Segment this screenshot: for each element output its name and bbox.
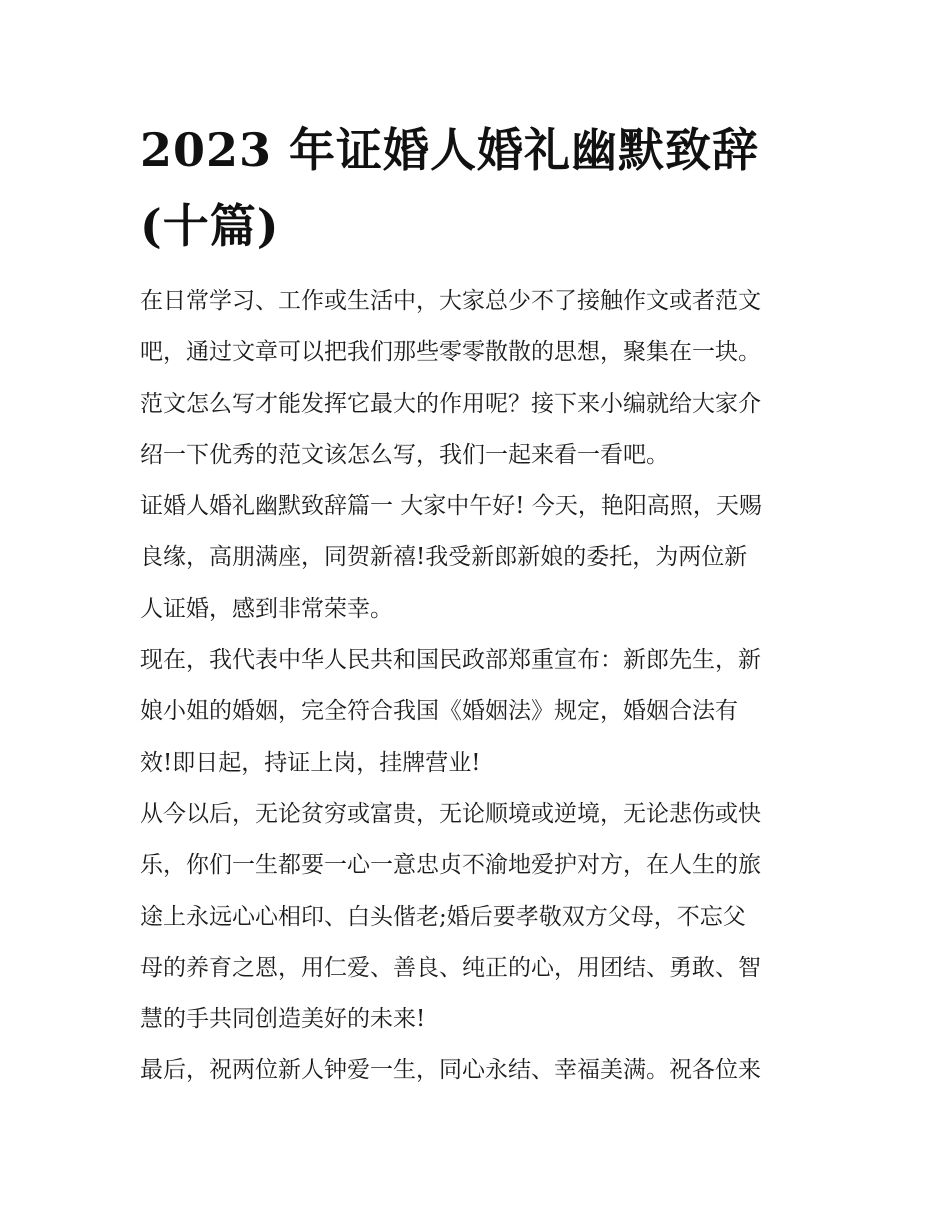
body-line: 在日常学习、工作或生活中，大家总少不了接触作文或者范文	[140, 288, 761, 314]
body-line: 最后，祝两位新人钟爱一生，同心永结、幸福美满。祝各位来	[140, 1057, 761, 1084]
body-line: 良缘，高朋满座，同贺新禧!我受新郎新娘的委托，为两位新	[140, 544, 748, 571]
body-line: 人证婚，感到非常荣幸。	[140, 595, 393, 622]
body-line: 从今以后，无论贫穷或富贵，无论顺境或逆境，无论悲伤或快	[140, 800, 761, 827]
body-line: 绍一下优秀的范文该怎么写，我们一起来看一看吧。	[140, 441, 669, 468]
title-line: (十篇)	[140, 199, 280, 253]
document-body	[140, 276, 820, 1097]
body-line: 乐，你们一生都要一心一意忠贞不渝地爱护对方，在人生的旅	[140, 852, 761, 879]
body-line: 吧，通过文章可以把我们那些零零散散的思想，聚集在一块。	[140, 339, 761, 366]
document-title	[140, 112, 820, 264]
body-line: 范文怎么写才能发挥它最大的作用呢？接下来小编就给大家介	[140, 390, 761, 417]
body-line: 途上永远心心相印、白头偕老;婚后要孝敬双方父母，不忘父	[140, 903, 746, 930]
body-line: 母的养育之恩，用仁爱、善良、纯正的心，用团结、勇敢、智	[140, 954, 761, 981]
body-line: 效!即日起，持证上岗，挂牌营业!	[140, 749, 481, 776]
body-line: 证婚人婚礼幽默致辞篇一 大家中午好! 今天，艳阳高照，天赐	[140, 493, 762, 520]
body-line: 现在，我代表中华人民共和国民政部郑重宣布：新郎先生，新	[140, 647, 761, 674]
title-line: 2023 年证婚人婚礼幽默致辞	[140, 123, 760, 177]
body-line: 慧的手共同创造美好的未来!	[140, 1006, 426, 1033]
body-line: 娘小姐的婚姻，完全符合我国《婚姻法》规定，婚姻合法有	[140, 698, 738, 725]
